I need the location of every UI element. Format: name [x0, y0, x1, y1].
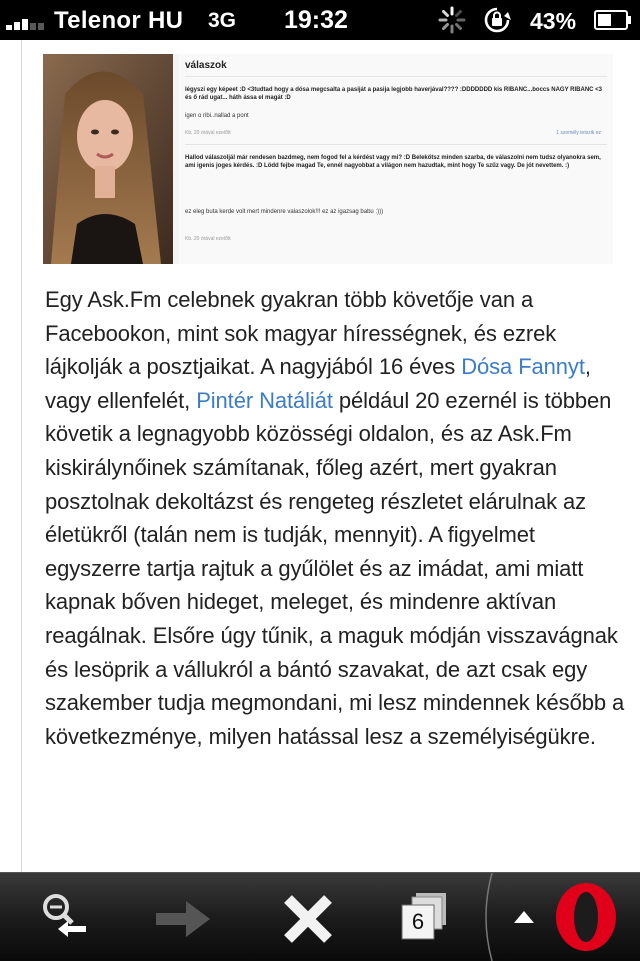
answer-time: Kb. 20 órával ezelőtt [185, 236, 231, 242]
question-text: légyszi egy képeet :D <3tudtad hogy a dósa megcsalta a pasiját a pasija legjobb haverjával???? :DDDDDDD kis RIBANC...boccs NAGY RIBANC <3 és ő rád ugat... háth ássa el magát :D [185, 87, 603, 101]
browser-toolbar [0, 872, 640, 961]
rotation-lock-icon [482, 6, 512, 34]
tabs-count: 6 [411, 909, 425, 934]
answer-likes: 1 személy tetszik ez [556, 130, 601, 136]
signal-icon [6, 10, 50, 30]
activity-spinner-icon [438, 6, 466, 34]
close-x-icon[interactable] [268, 873, 348, 961]
page-left-border [21, 40, 22, 872]
paragraph-text: , vagy ellenfelét, [45, 354, 591, 413]
web-content[interactable] [0, 40, 640, 872]
carrier-name: Telenor HU [54, 7, 184, 34]
answer-text: igen o ribi..nallad a pont [185, 113, 249, 119]
panel-title: válaszok [185, 60, 227, 71]
answer-text: ez eleg buta kerde volt mert mindenre valaszolok!!! ez az igazsag babu :))) [185, 209, 384, 215]
article-image[interactable] [43, 54, 613, 264]
zoom-back-icon[interactable] [20, 873, 100, 961]
network-type: 3G [208, 9, 237, 32]
status-time: 19:32 [284, 6, 348, 34]
battery-icon [594, 10, 632, 30]
opera-menu-button[interactable] [478, 873, 640, 961]
scroll-up-icon [514, 911, 534, 923]
girl-portrait-image [43, 54, 173, 264]
forward-arrow-icon[interactable] [144, 873, 224, 961]
paragraph-text: például 20 ezernél is többen követik a legnagyobb közösségi oldalon, és az Ask.Fm kiskirálynőinek számítanak, főleg azért, mert gyakran posztolnak dekoltázst és rengeteg részletet elárulnak az életükről (talán nem is tudják, mennyit). A figyelmet egyszerre tartja rajtuk a gyűlölet és az imádat, ami miatt kapnak bőven hideget, meleget, és mindenre aktívan reagálnak. Elsőre úgy tűnik, a maguk módján visszavágnak és lesöprik a vállukról a bántó szavakat, de azt csak egy szakember tudja megmondani, mi lesz mindennek később a következménye, milyen hatással lesz a személyiségükre. [45, 387, 625, 749]
answers-panel [179, 54, 613, 264]
link-dosa-fanny[interactable]: Dósa Fannyt [461, 354, 585, 380]
status-bar [0, 0, 640, 40]
answer-time: Kb. 20 órával ezelőtt [185, 130, 231, 136]
link-pinter-natalia[interactable]: Pintér Natáliát [196, 387, 333, 413]
article-paragraph [45, 283, 635, 753]
question-text: Hallod válaszoljál már rendesen bazdmeg, nem fogod fel a kérdést vagy mi? :D Belekötsz minden szarba, de válaszolni nem tudsz olyanokra sem, ami igenis joges kérdés. :D Lödd fejbe magad Te, ennél nagyobbat a világon nem hazudtak, mint hogy Te szűz vagy. De jót nevettem. :) [185, 155, 601, 169]
tabs-button[interactable] [392, 873, 472, 961]
battery-percent: 43% [530, 8, 577, 34]
paragraph-text: Egy Ask.Fm celebnek gyakran több követője van a Facebookon, mint sok magyar hírességnek, és ezrek lájkolják a posztjaikat. A nagyjából 16 éves [45, 287, 557, 380]
